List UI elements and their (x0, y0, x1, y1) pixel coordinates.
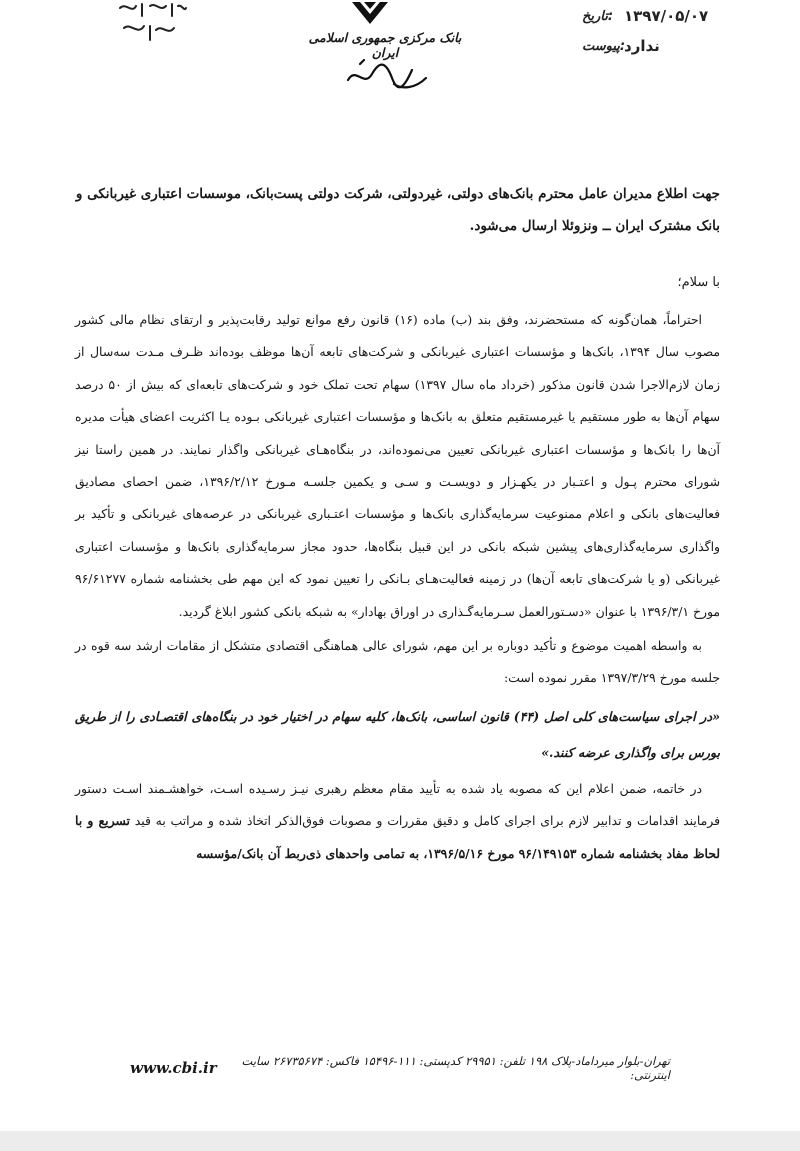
bank-emblem-icon (348, 0, 392, 26)
recipients-heading-line1: جهت اطلاع مدیران عامل محترم بانک‌های دولتی، غیردولتی، شرکت دولتی پست‌بانک، موسسات اعتباری غیربانکی و (75, 186, 720, 202)
recipients-heading-line2: بانک مشترک ایران ــ ونزوئلا ارسال می‌شود. (469, 218, 720, 234)
paragraph-3-bold-text: تسریع و با لحاظ مفاد بخشنامه شماره ۹۶/۱۴۹۱۵۳ مورخ ۱۳۹۶/۵/۱۶، به تمامی واحدهای ذی‌ربط آن بانک/مؤسسه (75, 813, 720, 861)
paragraph-3-text: در خاتمه، ضمن اعلام این که مصوبه یاد شده به تأیید مقام معظم رهبری نیـز رسـیده اسـت، خواهشـمند اسـت دستور فرمایند اقدامات و تدابیر لازم برای اجرای کامل و دقیق مقررات و مصوبات فوق‌الذکر اتخاذ شده و مراتب به قید (75, 780, 720, 829)
greeting: با سلام؛ (677, 275, 720, 290)
date-label: تاریخ: (582, 8, 614, 24)
attachment-label: پیوست: (582, 38, 626, 54)
signature-icon (342, 54, 432, 94)
bank-name: بانک مرکزی جمهوری اسلامی ایران (308, 30, 462, 60)
letter-footer (130, 1056, 670, 1080)
date-row (582, 4, 782, 28)
attachment-row (582, 34, 782, 58)
paragraph-2: به واسطه اهمیت موضوع و تأکید دوباره بر این مهم، شورای عالی هماهنگی اقتصادی متشکل از مقامات ارشد سه قوه در جلسه مورخ ۱۳۹۷/۳/۲۹ مقرر نموده است: (75, 638, 720, 686)
footer-address: تهران-بلوار میرداماد-پلاک ۱۹۸ تلفن: ۲۹۹۵۱ کدپستی: ۱۱۱-۱۵۴۹۶ فاکس: ۲۶۷۳۵۶۷۴ سایت اینترنتی: (241, 1054, 670, 1082)
letter-body (75, 178, 720, 870)
paragraph-3 (75, 773, 720, 870)
footer-website: www.cbi.ir (130, 1059, 217, 1077)
bank-logo (300, 0, 470, 100)
council-resolution-quote: «در اجرای سیاست‌های کلی اصل (۴۴) قانون اساسی، بانک‌ها، کلیه سهام در اختیار خود در بنگاه‌های اقتصـادی را از طریق بورس برای واگذاری عرضه کنند.» (75, 708, 720, 760)
stamp-icon (110, 0, 190, 46)
paragraph-1: احتراماً، همان‌گونه که مستحضرند، وفق بند (ب) ماده (۱۶) قانون رفع موانع تولید رقابت‌پذیر و ارتقای نظام مالی کشور مصوب سال ۱۳۹۴، بانک‌ها و مؤسسات اعتباری غیربانکی و شرکت‌های تابعه آن‌ها موظف بوده‌اند ظـرف مـدت سه‌سال از زمان لازم‌الاجرا شدن قانون مذکور (خرداد ماه سال ۱۳۹۷) سهام تحت تملک خود و شرکت‌های تابعه‌ای که بیش از ۵۰ درصد سهام آن‌ها به طور مستقیم یا غیرمستقیم متعلق به بانک‌ها و مؤسسات اعتباری غیربانکی بـوده یـا اکثریت اعضای هیأت مدیره آن‌ها را بانک‌ها و مؤسسات اعتباری غیربانکی تعیین می‌نموده‌اند، در بنگاه‌هـای غیربانکی واگذار نمایند. در همین راستا نیز شورای محترم پـول و اعتـبار در یکهـزار و دویسـت و سـی و یکمین جلسـه مـورخ ۱۳۹۶/۲/۱۲، ضمن احصای مصادیق فعالیت‌های بانکی و اعلام ممنوعیت سرمایه‌گذاری بانک‌ها و مؤسسات اعتـباری غیربانکی در عرصه‌های غیربانکی و تأکید بر واگذاری سرمایه‌گذاری‌های پیشین شبکه بانکی در این قبیل بنگاه‌ها، حدود مجاز سرمایه‌گذاری بانک‌ها و مؤسسات اعتباری غیربانکی (و یا شرکت‌های تابعه آن‌ها) در زمینه فعالیت‌هـای بـانکی را تعیین نمود که این مهم طی بخشنامه شماره ۹۶/۶۱۲۷۷ مورخ ۱۳۹۶/۳/۱ با عنوان «دسـتورالعمل سـرمایه‌گـذاری در اوراق بهادار» به شبکه بانکی کشور ابلاغ گردید. (75, 312, 721, 619)
date-value: ۱۳۹۷/۰۵/۰۷ (624, 7, 709, 25)
viewer-bottom-strip (0, 1131, 800, 1151)
attachment-value: ندارد (624, 37, 660, 55)
